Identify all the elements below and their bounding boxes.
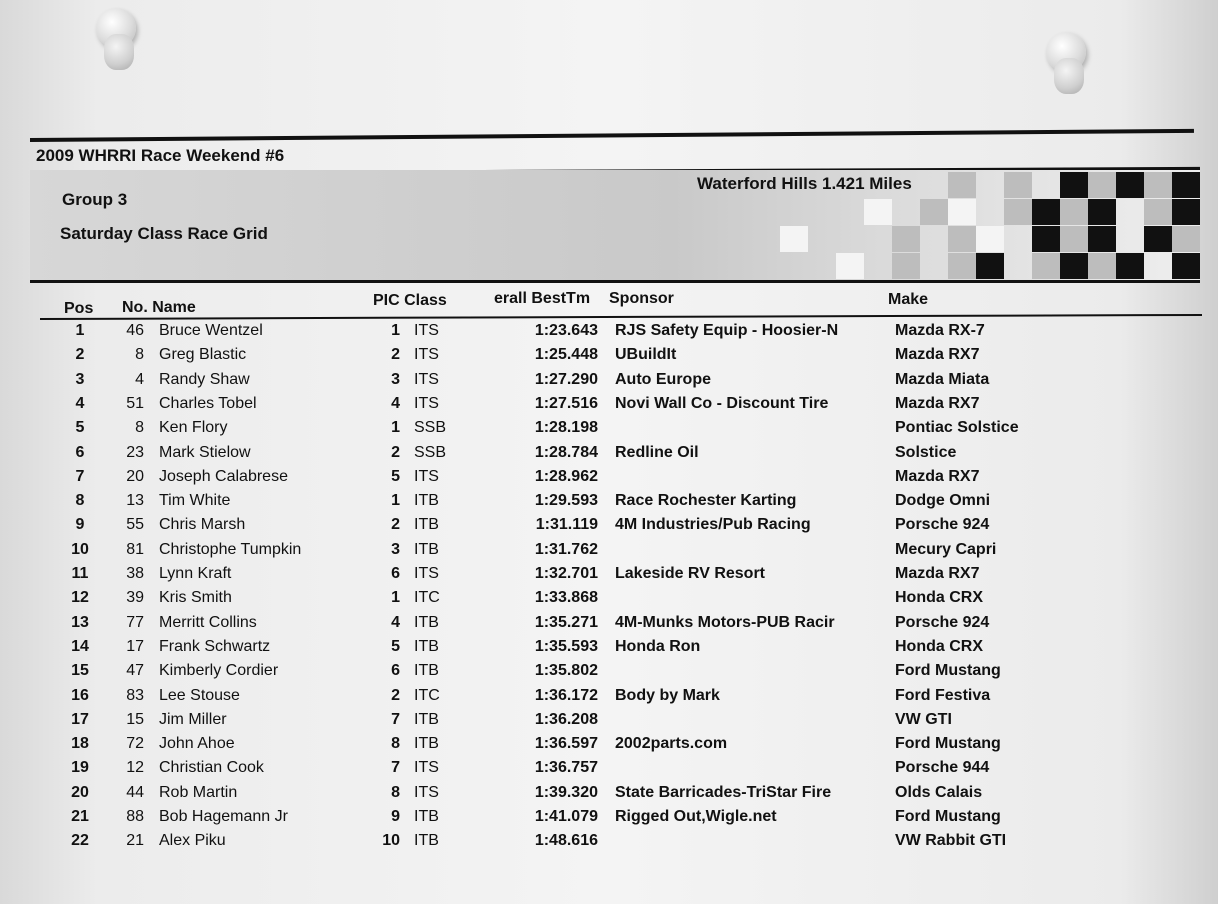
table-row xyxy=(0,322,1218,346)
table-row xyxy=(0,687,1218,711)
driver-name-cell: Charles Tobel xyxy=(159,394,257,412)
make-cell: Mazda RX7 xyxy=(895,467,980,485)
table-row xyxy=(0,492,1218,516)
sponsor-cell: 4M Industries/Pub Racing xyxy=(615,516,811,534)
col-header-pic-class: PIC Class xyxy=(373,292,447,309)
best-time-cell: 1:48.616 xyxy=(534,832,598,850)
driver-name-cell: Frank Schwartz xyxy=(159,637,271,655)
best-time-cell: 1:27.516 xyxy=(534,394,598,412)
position-cell: 11 xyxy=(71,565,89,582)
pic-cell: 1 xyxy=(391,589,400,607)
position-cell: 6 xyxy=(75,443,85,461)
pic-cell: 2 xyxy=(391,516,400,534)
sponsor-cell: State Barricades-TriStar Fire xyxy=(615,783,832,801)
table-row xyxy=(0,832,1218,856)
sponsor-cell: Lakeside RV Resort xyxy=(615,565,765,582)
driver-name-cell: Lynn Kraft xyxy=(159,565,232,582)
make-cell: Mazda Miata xyxy=(895,370,990,388)
best-time-cell: 1:33.868 xyxy=(534,589,598,607)
table-row xyxy=(0,444,1218,468)
position-cell: 12 xyxy=(71,589,89,607)
table-row xyxy=(0,565,1218,589)
best-time-cell: 1:39.320 xyxy=(534,783,598,801)
pushpin-left xyxy=(96,8,136,48)
table-row xyxy=(0,614,1218,638)
class-cell: ITB xyxy=(414,516,439,534)
best-time-cell: 1:25.448 xyxy=(534,346,598,364)
best-time-cell: 1:28.962 xyxy=(534,467,598,485)
position-cell: 22 xyxy=(71,832,89,850)
pic-cell: 5 xyxy=(391,637,400,655)
table-row xyxy=(0,419,1218,443)
pic-cell: 8 xyxy=(391,783,400,801)
driver-name-cell: John Ahoe xyxy=(159,735,235,753)
table-row xyxy=(0,711,1218,735)
driver-name-cell: Randy Shaw xyxy=(159,370,250,388)
class-cell: ITS xyxy=(414,783,439,801)
page-subtitle: Saturday Class Race Grid xyxy=(60,224,268,243)
position-cell: 14 xyxy=(71,637,89,655)
sponsor-cell: RJS Safety Equip - Hoosier-N xyxy=(615,322,839,339)
make-cell: Pontiac Solstice xyxy=(895,419,1019,437)
class-cell: ITB xyxy=(414,735,439,753)
car-number-cell: 55 xyxy=(126,516,144,534)
make-cell: Ford Festiva xyxy=(895,686,991,704)
table-row xyxy=(0,784,1218,808)
pic-cell: 3 xyxy=(391,370,400,388)
pic-cell: 4 xyxy=(391,613,400,631)
best-time-cell: 1:41.079 xyxy=(534,808,598,825)
pushpin-right xyxy=(1046,32,1086,72)
class-cell: SSB xyxy=(414,419,447,437)
group-label: Group 3 xyxy=(62,190,128,209)
pic-cell: 1 xyxy=(391,322,400,339)
pic-cell: 6 xyxy=(391,565,400,582)
pic-cell: 7 xyxy=(391,759,400,777)
car-number-cell: 4 xyxy=(135,370,144,388)
table-row xyxy=(0,662,1218,686)
car-number-cell: 17 xyxy=(126,637,144,655)
position-cell: 2 xyxy=(75,346,85,364)
position-cell: 4 xyxy=(75,394,85,412)
make-cell: Mecury Capri xyxy=(895,540,997,558)
car-number-cell: 13 xyxy=(126,492,144,510)
make-cell: Mazda RX-7 xyxy=(895,322,985,339)
sponsor-cell: 4M-Munks Motors-PUB Racir xyxy=(615,613,835,631)
position-cell: 8 xyxy=(75,492,85,510)
top-rule xyxy=(30,129,1194,142)
table-row xyxy=(0,541,1218,565)
table-row xyxy=(0,346,1218,370)
driver-name-cell: Christian Cook xyxy=(159,759,264,777)
driver-name-cell: Tim White xyxy=(159,492,231,510)
driver-name-cell: Bruce Wentzel xyxy=(159,322,263,339)
pic-cell: 1 xyxy=(391,492,400,510)
col-header-make: Make xyxy=(888,291,929,308)
pic-cell: 1 xyxy=(391,419,400,437)
car-number-cell: 81 xyxy=(126,540,144,558)
car-number-cell: 38 xyxy=(126,565,144,582)
sponsor-cell: Auto Europe xyxy=(615,370,711,388)
make-cell: Mazda RX7 xyxy=(895,565,980,582)
sponsor-cell: Race Rochester Karting xyxy=(615,492,797,510)
best-time-cell: 1:35.593 xyxy=(534,637,598,655)
driver-name-cell: Bob Hagemann Jr xyxy=(159,808,288,825)
best-time-cell: 1:29.593 xyxy=(534,492,598,510)
driver-name-cell: Jim Miller xyxy=(159,710,227,728)
class-cell: ITS xyxy=(414,759,439,777)
sponsor-cell: Body by Mark xyxy=(615,686,720,704)
position-cell: 19 xyxy=(71,759,89,777)
table-row xyxy=(0,589,1218,613)
car-number-cell: 88 xyxy=(126,808,144,825)
class-cell: ITS xyxy=(414,322,439,339)
best-time-cell: 1:36.208 xyxy=(534,710,598,728)
make-cell: Honda CRX xyxy=(895,589,983,607)
pic-cell: 8 xyxy=(391,735,400,753)
position-cell: 18 xyxy=(71,735,89,753)
make-cell: Honda CRX xyxy=(895,637,983,655)
make-cell: VW Rabbit GTI xyxy=(895,832,1007,850)
driver-name-cell: Kris Smith xyxy=(159,589,232,607)
best-time-cell: 1:28.198 xyxy=(534,419,598,437)
make-cell: Ford Mustang xyxy=(895,662,1001,680)
table-row xyxy=(0,395,1218,419)
position-cell: 17 xyxy=(71,710,89,728)
class-cell: ITC xyxy=(414,589,440,607)
position-cell: 1 xyxy=(75,322,85,339)
table-row xyxy=(0,516,1218,540)
position-cell: 21 xyxy=(71,808,89,825)
class-cell: ITB xyxy=(414,540,439,558)
table-row xyxy=(0,735,1218,759)
driver-name-cell: Lee Stouse xyxy=(159,686,240,704)
sponsor-cell: Redline Oil xyxy=(615,443,699,461)
best-time-cell: 1:36.172 xyxy=(534,686,598,704)
best-time-cell: 1:23.643 xyxy=(534,322,598,339)
best-time-cell: 1:35.802 xyxy=(534,662,598,680)
driver-name-cell: Alex Piku xyxy=(159,832,226,850)
driver-name-cell: Greg Blastic xyxy=(159,346,247,364)
car-number-cell: 46 xyxy=(126,322,144,339)
driver-name-cell: Merritt Collins xyxy=(159,613,257,631)
class-cell: ITB xyxy=(414,710,439,728)
position-cell: 3 xyxy=(75,370,85,388)
table-row xyxy=(0,638,1218,662)
position-cell: 7 xyxy=(75,467,85,485)
pic-cell: 6 xyxy=(391,662,400,680)
position-cell: 20 xyxy=(71,783,89,801)
col-header-sponsor: Sponsor xyxy=(609,290,674,307)
class-cell: ITS xyxy=(414,467,439,485)
pic-cell: 5 xyxy=(391,467,400,485)
make-cell: Porsche 924 xyxy=(895,613,990,631)
car-number-cell: 83 xyxy=(126,686,144,704)
car-number-cell: 23 xyxy=(126,443,144,461)
class-cell: SSB xyxy=(414,443,447,461)
col-header-best-time: erall BestTm xyxy=(494,290,591,307)
car-number-cell: 72 xyxy=(126,735,144,753)
class-cell: ITB xyxy=(414,662,439,680)
class-cell: ITB xyxy=(414,832,439,850)
car-number-cell: 15 xyxy=(126,710,144,728)
class-cell: ITB xyxy=(414,808,439,825)
position-cell: 5 xyxy=(75,419,85,437)
driver-name-cell: Chris Marsh xyxy=(159,516,246,534)
class-cell: ITC xyxy=(414,686,440,704)
event-title: 2009 WHRRI Race Weekend #6 xyxy=(36,146,285,165)
driver-name-cell: Joseph Calabrese xyxy=(159,467,288,485)
best-time-cell: 1:36.757 xyxy=(534,759,598,777)
pic-cell: 4 xyxy=(391,394,400,412)
sponsor-cell: Novi Wall Co - Discount Tire xyxy=(615,394,829,412)
pic-cell: 2 xyxy=(391,686,400,704)
pic-cell: 7 xyxy=(391,710,400,728)
best-time-cell: 1:27.290 xyxy=(534,370,598,388)
sponsor-cell: 2002parts.com xyxy=(615,735,728,753)
pic-cell: 10 xyxy=(382,832,400,850)
pic-cell: 3 xyxy=(391,540,400,558)
make-cell: Solstice xyxy=(895,443,957,461)
make-cell: Mazda RX7 xyxy=(895,394,980,412)
header-bottom-rule xyxy=(30,280,1200,283)
position-cell: 13 xyxy=(71,613,89,631)
car-number-cell: 20 xyxy=(126,467,144,485)
driver-name-cell: Christophe Tumpkin xyxy=(159,540,302,558)
make-cell: VW GTI xyxy=(895,710,952,728)
class-cell: ITB xyxy=(414,492,439,510)
best-time-cell: 1:31.119 xyxy=(535,516,598,534)
sponsor-cell: Rigged Out,Wigle.net xyxy=(615,808,777,825)
position-cell: 16 xyxy=(71,686,89,704)
col-header-pos: Pos xyxy=(64,300,94,317)
make-cell: Ford Mustang xyxy=(895,808,1001,825)
class-cell: ITS xyxy=(414,370,439,388)
make-cell: Olds Calais xyxy=(895,783,983,801)
table-row xyxy=(0,808,1218,832)
position-cell: 10 xyxy=(71,540,89,558)
pic-cell: 2 xyxy=(391,346,400,364)
col-header-no-name: No. Name xyxy=(122,299,196,316)
best-time-cell: 1:31.762 xyxy=(534,540,598,558)
class-cell: ITB xyxy=(414,613,439,631)
best-time-cell: 1:32.701 xyxy=(534,565,598,582)
driver-name-cell: Kimberly Cordier xyxy=(159,662,279,680)
car-number-cell: 21 xyxy=(126,832,144,850)
sponsor-cell: Honda Ron xyxy=(615,637,701,655)
car-number-cell: 77 xyxy=(126,613,144,631)
driver-name-cell: Rob Martin xyxy=(159,783,238,801)
car-number-cell: 51 xyxy=(126,394,144,412)
driver-name-cell: Ken Flory xyxy=(159,419,228,437)
make-cell: Porsche 924 xyxy=(895,516,990,534)
class-cell: ITS xyxy=(414,565,439,582)
make-cell: Porsche 944 xyxy=(895,759,990,777)
car-number-cell: 12 xyxy=(126,759,144,777)
column-header-rule xyxy=(40,314,1202,320)
class-cell: ITS xyxy=(414,394,439,412)
sponsor-cell: UBuildIt xyxy=(615,346,677,364)
car-number-cell: 44 xyxy=(126,783,144,801)
pic-cell: 9 xyxy=(391,808,400,825)
make-cell: Mazda RX7 xyxy=(895,346,980,364)
best-time-cell: 1:28.784 xyxy=(534,443,598,461)
best-time-cell: 1:36.597 xyxy=(534,735,598,753)
make-cell: Dodge Omni xyxy=(895,492,991,510)
pic-cell: 2 xyxy=(391,443,400,461)
table-row xyxy=(0,468,1218,492)
table-row xyxy=(0,371,1218,395)
class-cell: ITB xyxy=(414,637,439,655)
car-number-cell: 8 xyxy=(135,346,144,364)
car-number-cell: 47 xyxy=(126,662,144,680)
position-cell: 9 xyxy=(75,516,85,534)
table-row xyxy=(0,759,1218,783)
car-number-cell: 8 xyxy=(135,419,144,437)
make-cell: Ford Mustang xyxy=(895,735,1001,753)
driver-name-cell: Mark Stielow xyxy=(159,443,251,461)
best-time-cell: 1:35.271 xyxy=(534,613,598,631)
position-cell: 15 xyxy=(71,662,89,680)
track-label: Waterford Hills 1.421 Miles xyxy=(697,174,912,193)
car-number-cell: 39 xyxy=(126,589,144,607)
class-cell: ITS xyxy=(414,346,439,364)
